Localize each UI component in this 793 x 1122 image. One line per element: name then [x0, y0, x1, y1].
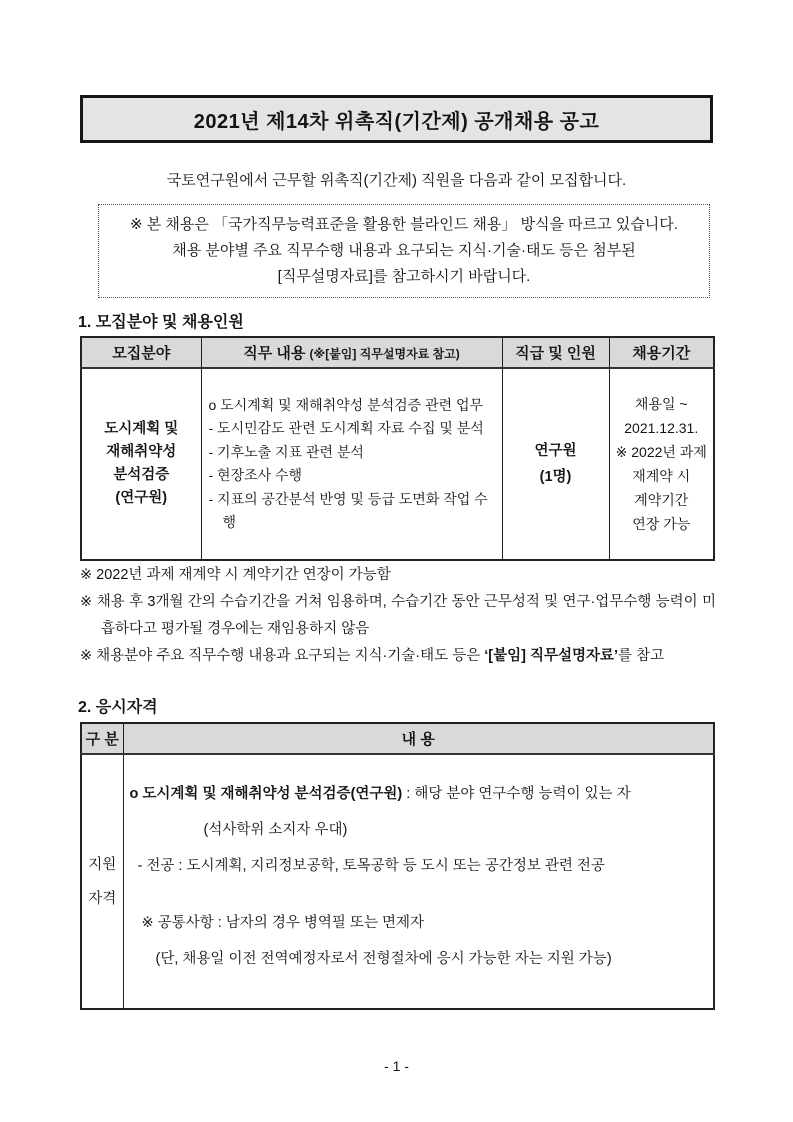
- qualification-item: ※ 공통사항 : 남자의 경우 병역필 또는 면제자: [141, 915, 424, 931]
- field-column-header: 모집분야: [81, 337, 201, 368]
- recruitment-table-header-row: [81, 337, 714, 368]
- field-cell: [81, 368, 201, 560]
- content-cell: [123, 754, 714, 1009]
- duty-line: - 지표의 공간분석 반영 및 등급 도면화 작업 수행: [208, 490, 488, 530]
- qualification-item-bold: o 도시계획 및 재해취약성 분석검증(연구원): [129, 786, 403, 802]
- duty-line: - 기후노출 지표 관련 분석: [208, 443, 364, 460]
- qualification-item: [130, 783, 704, 805]
- position-column-header: 직급 및 인원: [502, 337, 609, 368]
- qualification-subitem: (단, 채용일 이전 전역예정자로서 전형절차에 응시 가능한 자는 지원 가능): [155, 951, 612, 967]
- duty-line: o 도시계획 및 재해취약성 분석검증 관련 업무: [208, 396, 484, 413]
- note-bold-text: ‘[붙임] 직무설명자료’: [484, 648, 619, 664]
- notice-line: [직무설명자료]를 참고하시기 바랍니다.: [277, 268, 531, 285]
- content-column-header: 내 용: [123, 723, 714, 754]
- position-line: (1명): [539, 469, 572, 485]
- duty-line: - 현장조사 수행: [208, 467, 303, 483]
- field-line: 도시계획 및: [104, 421, 179, 437]
- note-item: ※ 채용 후 3개월 간의 수습기간을 거쳐 임용하며, 수습기간 동안 근무성적 및 연구·업무수행 능력이 미흡하다고 평가될 경우에는 재임용하지 않음: [80, 594, 716, 637]
- notice-line: 채용 분야별 주요 직무수행 내용과 요구되는 지식·기술·태도 등은 첨부된: [172, 242, 636, 259]
- period-cell: [609, 368, 714, 560]
- category-cell: [81, 754, 123, 1009]
- category-line: 자격: [88, 890, 117, 907]
- position-line: 연구원: [534, 443, 577, 459]
- notice-line: ※ 본 채용은 「국가직무능력표준을 활용한 블라인드 채용」 방식을 따르고 있습니다.: [130, 216, 678, 233]
- title-box: [80, 95, 713, 143]
- period-line: ※ 2022년 과제: [615, 444, 707, 460]
- duties-header-note: (※[붙임] 직무설명자료 참고): [309, 347, 460, 361]
- note-text: ※ 채용분야 주요 직무수행 내용과 요구되는 지식·기술·태도 등은: [80, 648, 485, 664]
- duties-cell: [201, 368, 502, 560]
- qualification-item: - 전공 : 도시계획, 지리정보공학, 토목공학 등 도시 또는 공간정보 관련 전공: [137, 858, 605, 874]
- qualification-item-text: : 해당 분야 연구수행 능력이 있는 자: [402, 786, 631, 802]
- notes-list: [80, 562, 716, 670]
- duties-header-main: 직무 내용: [243, 345, 306, 362]
- page-number: - 1 -: [384, 1058, 409, 1074]
- qualification-subitem: (석사학위 소지자 우대): [203, 822, 348, 838]
- position-cell: [502, 368, 609, 560]
- period-line: 재계약 시: [632, 468, 691, 484]
- field-line: (연구원): [115, 490, 168, 506]
- page-title: 2021년 제14차 위촉직(기간제) 공개채용 공고: [193, 110, 600, 133]
- period-line: 채용일 ~: [634, 396, 688, 412]
- recruitment-table: [80, 336, 715, 561]
- notice-box: [98, 204, 710, 298]
- period-line: 연장 가능: [632, 516, 691, 532]
- period-column-header: 채용기간: [609, 337, 714, 368]
- period-line: 계약기간: [634, 492, 689, 508]
- note-item: [80, 643, 716, 670]
- qualification-table-header-row: [81, 723, 714, 754]
- note-text: 를 참고: [618, 648, 665, 664]
- field-line: 분석검증: [113, 467, 170, 483]
- duty-line: - 도시민감도 관련 도시계획 자료 수집 및 분석: [208, 420, 484, 436]
- period-line: 2021.12.31.: [624, 420, 699, 436]
- qualification-table-row: [81, 754, 714, 1009]
- section1-heading: 1. 모집분야 및 채용인원: [78, 314, 244, 331]
- section2-heading: 2. 응시자격: [78, 699, 158, 716]
- category-line: 지원: [88, 856, 117, 873]
- intro-text: 국토연구원에서 근무할 위촉직(기간제) 직원을 다음과 같이 모집합니다.: [166, 172, 627, 189]
- qualification-table: [80, 722, 715, 1010]
- duties-column-header: [201, 337, 502, 368]
- category-column-header: 구 분: [81, 723, 123, 754]
- note-item: ※ 2022년 과제 재계약 시 계약기간 연장이 가능함: [80, 567, 391, 583]
- recruitment-table-row: [81, 368, 714, 560]
- field-line: 재해취약성: [106, 444, 177, 460]
